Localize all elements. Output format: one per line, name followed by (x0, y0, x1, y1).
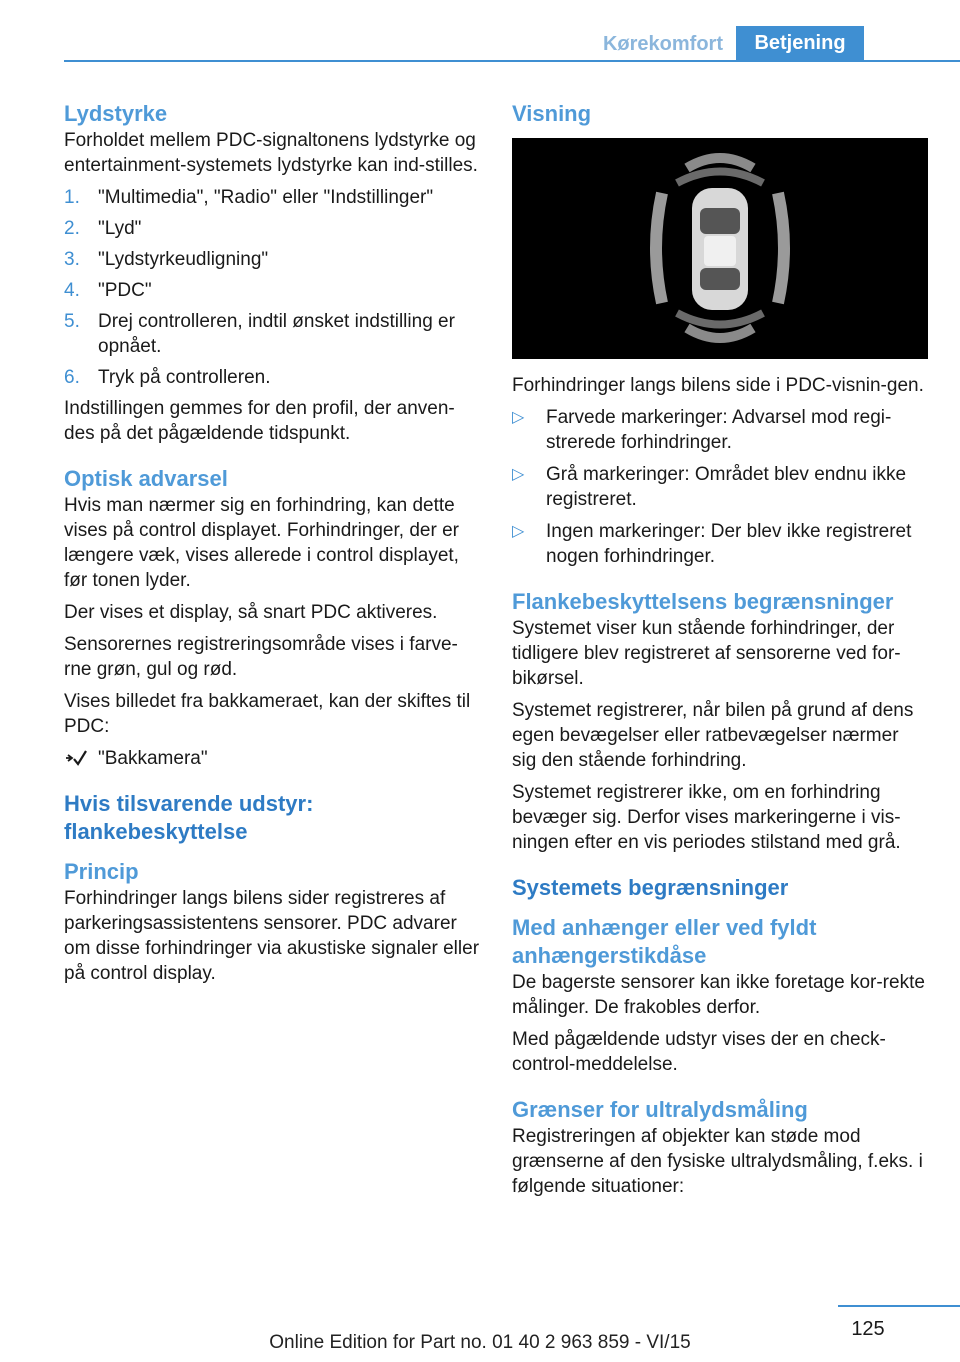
header-tab-chapter: Kørekomfort (602, 33, 723, 55)
step-number: 5. (64, 311, 80, 332)
step-text: Drej controlleren, indtil ønsket indstilling er opnået. (98, 311, 455, 357)
list-item-text: Ingen markeringer: Der blev ikke registreret nogen forhindringer. (546, 521, 912, 567)
limits-flank-paragraph: Systemet viser kun stående forhindringer, der tidligere blev registreret af sensorerne ved for-bikørsel. (512, 618, 901, 689)
volume-title: Lydstyrke (64, 101, 168, 126)
page-number: 125 (851, 1318, 885, 1340)
display-title: Visning (512, 101, 592, 126)
list-item (512, 405, 928, 455)
optical-paragraph: Hvis man nærmer sig en forhindring, kan dette vises på control displayet. Forhindringer, der er længere væk, vises allerede i control displayet, før tonen lyder. (64, 495, 459, 591)
right-column (512, 100, 928, 1206)
step-text: "Lyd" (98, 218, 142, 239)
step-text: "Lydstyrkeudligning" (98, 249, 269, 270)
triangle-icon: ▷ (512, 523, 525, 540)
volume-note: Indstillingen gemmes for den profil, der anven-des på det pågældende tidspunkt. (64, 398, 455, 444)
list-item-text: Grå markeringer: Området blev endnu ikke registreret. (546, 464, 907, 510)
step-number: 1. (64, 187, 80, 208)
trailer-paragraph: Med pågældende udstyr vises der en check-control-meddelelse. (512, 1029, 886, 1075)
list-item-text: Farvede markeringer: Advarsel mod regi-strerede forhindringer. (546, 407, 892, 453)
optical-paragraph: Sensorernes registreringsområde vises i farve-rne grøn, gul og rød. (64, 634, 458, 680)
header-rule (64, 60, 960, 62)
step-item (64, 216, 480, 241)
list-item (512, 462, 928, 512)
volume-intro: Forholdet mellem PDC-signaltonens lydstyrke og entertainment-systemets lydstyrke kan ind-stilles. (64, 130, 478, 176)
edition-footer: Online Edition for Part no. 01 40 2 963 859 - VI/15 (269, 1332, 691, 1353)
step-number: 6. (64, 367, 80, 388)
principle-paragraph: Forhindringer langs bilens sider registreres af parkeringsassistentens sensorer. PDC advarer om disse forhindringer via akustiske signaler eller på control display. (64, 888, 480, 984)
step-item (64, 247, 480, 272)
step-text: "Multimedia", "Radio" eller "Indstillinger" (98, 187, 434, 208)
volume-steps (64, 185, 480, 390)
limits-flank-paragraph: Systemet registrerer ikke, om en forhindring bevæger sig. Derfor vises markeringerne i vis-ningen efter en vis periodes stilstand med grå. (512, 782, 901, 853)
step-text: Tryk på controlleren. (98, 367, 271, 388)
ultra-paragraph: Registreringen af objekter kan støde mod grænserne af den fysiske ultralydsmåling, f.eks. i følgende situationer: (512, 1126, 923, 1197)
trailer-paragraph: De bagerste sensorer kan ikke foretage kor-rekte målinger. De frakobles derfor. (512, 972, 925, 1018)
flank-title: Hvis tilsvarende udstyr: flankebeskyttelse (64, 791, 314, 844)
step-number: 3. (64, 249, 80, 270)
system-limits-title: Systemets begrænsninger (512, 875, 789, 900)
display-caption: Forhindringer langs bilens side i PDC-visnin-gen. (512, 375, 924, 396)
camera-check-icon (64, 749, 90, 769)
optical-paragraph: Vises billedet fra bakkameraet, kan der skiftes til PDC: (64, 691, 471, 737)
optical-title: Optisk advarsel (64, 466, 228, 491)
ultra-title: Grænser for ultralydsmåling (512, 1097, 808, 1122)
step-item (64, 278, 480, 303)
header-tab-section: Betjening (736, 26, 864, 62)
step-item (64, 309, 480, 359)
principle-title: Princip (64, 859, 139, 884)
left-column (64, 100, 480, 993)
triangle-icon: ▷ (512, 409, 525, 426)
pdc-display-image (512, 138, 928, 359)
triangle-icon: ▷ (512, 466, 525, 483)
step-number: 4. (64, 280, 80, 301)
step-text: "PDC" (98, 280, 152, 301)
marker-list (512, 405, 928, 569)
step-item (64, 185, 480, 210)
limits-flank-paragraph: Systemet registrerer, når bilen på grund af dens egen bevægelser eller ratbevægelser nærmer sig den stående forhindring. (512, 700, 914, 771)
step-number: 2. (64, 218, 80, 239)
footer-rule (838, 1305, 960, 1307)
optical-paragraph: Der vises et display, så snart PDC aktiveres. (64, 602, 438, 623)
list-item (512, 519, 928, 569)
camera-option-row (64, 746, 480, 771)
step-item (64, 365, 480, 390)
trailer-title: Med anhænger eller ved fyldt anhængerstikdåse (512, 915, 817, 968)
camera-option-label: "Bakkamera" (98, 748, 208, 769)
limits-flank-title: Flankebeskyttelsens begrænsninger (512, 589, 894, 614)
